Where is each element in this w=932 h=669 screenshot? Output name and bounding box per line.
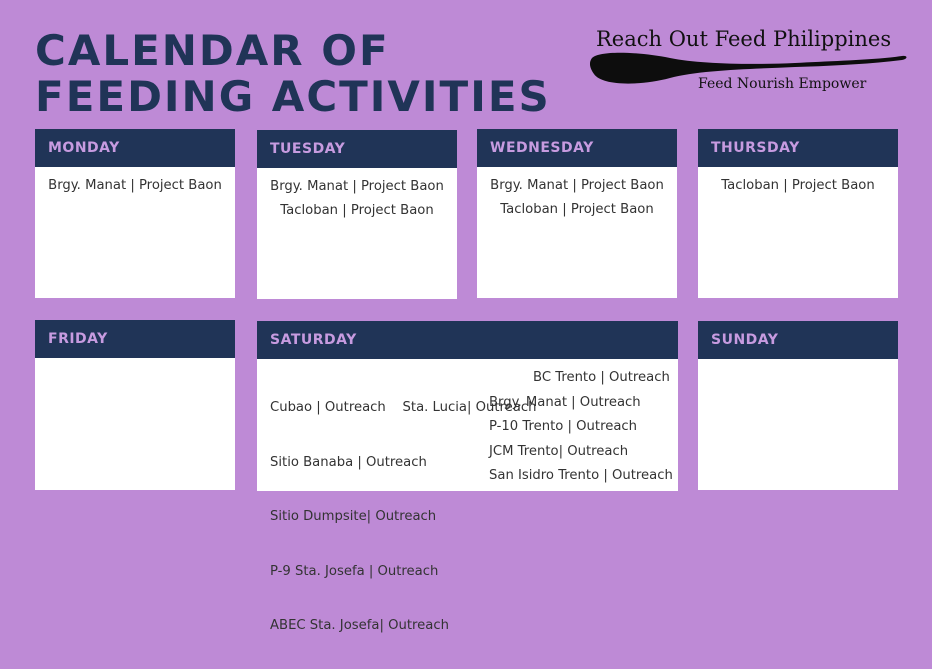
schedule-entry: Tacloban | Project Baon <box>280 203 434 218</box>
day-card-tuesday <box>257 130 457 299</box>
schedule-entry: BC Trento | Outreach <box>533 370 670 385</box>
day-header-saturday: SATURDAY <box>257 321 678 359</box>
day-body-wednesday <box>477 167 677 222</box>
schedule-entry: Tacloban | Project Baon <box>721 178 875 193</box>
day-body-thursday <box>698 167 898 198</box>
day-body-tuesday <box>257 168 457 223</box>
day-card-saturday <box>257 321 678 633</box>
page-title <box>35 28 551 120</box>
schedule-entry: San Isidro Trento | Outreach <box>489 468 673 483</box>
schedule-entry: Brgy. Manat | Project Baon <box>48 178 222 193</box>
day-card-thursday <box>698 129 898 298</box>
day-header-friday: FRIDAY <box>35 320 235 358</box>
schedule-entry: Sitio Dumpsite| Outreach <box>270 509 437 524</box>
day-header-wednesday: WEDNESDAY <box>477 129 677 167</box>
schedule-entry: Brgy. Manat | Project Baon <box>270 179 444 194</box>
logo <box>590 24 910 104</box>
day-card-friday <box>35 320 235 490</box>
title-line-2: FEEDING ACTIVITIES <box>35 72 551 121</box>
day-header-tuesday: TUESDAY <box>257 130 457 168</box>
schedule-entry: Tacloban | Project Baon <box>500 202 654 217</box>
schedule-entry: P-9 Sta. Josefa | Outreach <box>270 563 439 579</box>
saturday-column-right-lower <box>489 391 673 489</box>
schedule-entry: ABEC Sta. Josefa| Outreach <box>270 618 449 633</box>
day-body-friday <box>35 358 235 365</box>
day-card-sunday <box>698 321 898 490</box>
title-line-1: CALENDAR OF <box>35 26 390 75</box>
day-body-monday <box>35 167 235 198</box>
day-header-thursday: THURSDAY <box>698 129 898 167</box>
schedule-entry: Brgy. Manat | Outreach <box>489 394 641 410</box>
logo-tagline: Feed Nourish Empower <box>698 76 867 92</box>
day-header-sunday: SUNDAY <box>698 321 898 359</box>
day-card-wednesday <box>477 129 677 298</box>
logo-name: Reach Out Feed Philippines <box>596 27 892 51</box>
day-header-monday: MONDAY <box>35 129 235 167</box>
schedule-entry: Sitio Banaba | Outreach <box>270 454 427 470</box>
schedule-entry: P-10 Trento | Outreach <box>489 419 638 434</box>
schedule-entry: Brgy. Manat | Project Baon <box>490 178 664 193</box>
schedule-entry: JCM Trento| Outreach <box>489 443 629 459</box>
day-card-monday <box>35 129 235 298</box>
saturday-column-right <box>533 366 670 391</box>
schedule-entry: Cubao | Outreach Sta. Lucia| Outreach <box>270 400 537 415</box>
day-body-sunday <box>698 359 898 366</box>
